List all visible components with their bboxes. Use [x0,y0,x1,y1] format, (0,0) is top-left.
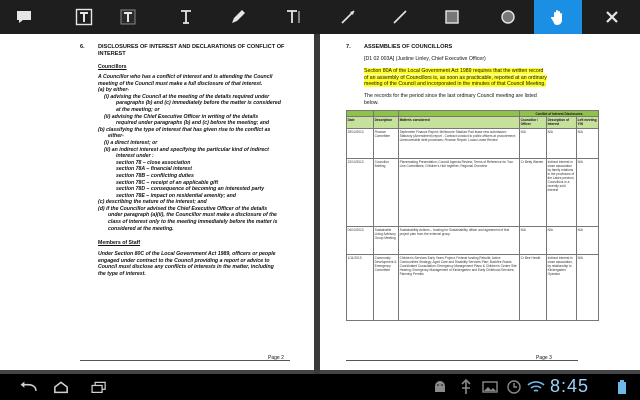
annotation-toolbar [0,0,640,35]
footer-rule [80,360,290,361]
table-row: 29/10/2013 Finance Committee September Finance Report; Melbourne Stadium Pad lease new submission; Statutory (Amendment) report - Contract conduct to public officers at procurement; Unrecoverable debt processes; Finance Report; Lucas Lease Review N/A N/A N/A [347,129,599,159]
page-number: Page 2 [268,355,284,361]
document-page-3[interactable] [320,34,640,370]
highlighted-paragraph[interactable]: Section 80A of the Local Government Act 1989 requires that the written record of an assembly of Councillors is, as soon as practicable, reported at an ordinary meeting of the Council and incorporated in the minutes of that Council Meeting. [364,68,547,88]
assemblies-table [346,110,599,321]
typewriter-tool-icon[interactable] [166,0,206,34]
text-box-tool-icon[interactable] [64,0,104,34]
android-notification-icon[interactable] [430,377,450,397]
clock-notification-icon[interactable] [504,377,524,397]
table-row: 04/10/2013 Sustainable Living Advisory Group Meeting Sustainability Actions – funding for Sustainability officer and agreement of first project plan from the external group N/A N/A N/A [347,227,599,255]
councillors-text: A Councillor who has a conflict of interest and is attending the Council meeting of the Council must make a full disclosure of that interest. (a) by either- (i) advising the Council at the meeting of the details required under paragraphs (b) and (c) immediately before the matter is considered at the meeting; or (ii) advising the Chief Executive Officer in writing of the details required under paragraphs (b) and (c) before the meeting; and (b) classifying the type of interest that has given rise to the conflict as either- (i) a direct interest; or (ii) an indirect interest and specifying the particular kind of indirect interest under : section 78 – close association section 78A – financial interest section 78B – conflicting duties section 78C – receipt of an applicable gift section 78D – consequence of becoming an interested party section 78E – impact on residential amenity; and (c) describing the nature of the interest; and (d) if the Councillor advised the Chief Executive Officer of the details under paragraph (a)(ii), the Councillor must make a disclosure of the class of interest only to the meeting immediately before the matter is considered at the meeting. [98,74,281,232]
section-number: 7. [346,44,351,50]
arrow-tool-icon[interactable] [380,0,420,34]
page-number: Page 3 [536,355,552,361]
section-number: 6. [80,44,85,50]
document-page-2[interactable] [0,34,314,370]
reference-line: [D1 02 003A] (Justine Linley, Chief Executive Officer) [364,56,486,62]
system-navigation-bar [0,374,640,400]
circle-tool-icon[interactable] [488,0,528,34]
document-viewer[interactable] [0,34,640,374]
usb-icon[interactable] [456,377,476,397]
table-row: 22/10/2013 Councillor Briefing Placemaking Presentation; Council Agenda Review; Terms of Reference for Tour Line Committees; Children's Hub together; Regional Overview Cr Betty Warren Indirect interest in close association by family relations in the provisions of the Lakes precinct, Councillors in a recently sold interest N/A [347,159,599,227]
image-icon[interactable] [480,377,500,397]
line-tool-icon[interactable] [328,0,368,34]
close-icon[interactable] [592,0,632,34]
table-header-row: Date Description Matter/s considered Councillor / Officer Description of Interest Left meeting Y/N [347,117,599,129]
staff-heading: Members of Staff [98,240,141,246]
staff-text: Under Section 80C of the Local Government Act 1989, officers or people engaged under contract to the Council providing a report or advice to Council must disclose any conflicts of interests in the matter, including the type of interest. [98,251,276,277]
home-icon[interactable] [48,377,74,397]
table-row: 1/11/2013 Community Development & Emergency Committee Children's Services Early Years Project; Federal funding Rebuild; Active Communities Strategy; Aged Care and Disability Services Plan; Bushfire Roads Coordinated Consultation; Emergency Management Plans & Children's Centre Site Hearing; Emergency Management of Kindergarten and Early Childhood Services; Planning Permits Cr Bee Hewitt Indirect interest in close association, by relationship to Kindergarten Operator N/A [347,255,599,321]
records-paragraph: The records for the period since the last ordinary Council meeting are listed below. [364,93,537,106]
battery-icon [612,377,632,397]
table-top-header: Conflict of Interest Disclosures [347,111,599,117]
councillors-heading: Councillors [98,64,127,70]
section-title: DISCLOSURES OF INTEREST AND DECLARATIONS OF CONFLICT OF INTEREST [98,44,285,57]
recent-apps-icon[interactable] [86,377,112,397]
pan-hand-tool-icon[interactable] [534,0,582,34]
rectangle-tool-icon[interactable] [432,0,472,34]
pen-tool-icon[interactable] [218,0,258,34]
comment-tool-icon[interactable] [4,0,44,34]
section-title: ASSEMBLIES OF COUNCILLORS [364,44,453,50]
text-box-outline-tool-icon[interactable] [108,0,148,34]
text-field-tool-icon[interactable] [274,0,314,34]
back-icon[interactable] [16,377,42,397]
wifi-icon [526,377,546,397]
status-clock[interactable]: 8:45 [550,376,590,396]
